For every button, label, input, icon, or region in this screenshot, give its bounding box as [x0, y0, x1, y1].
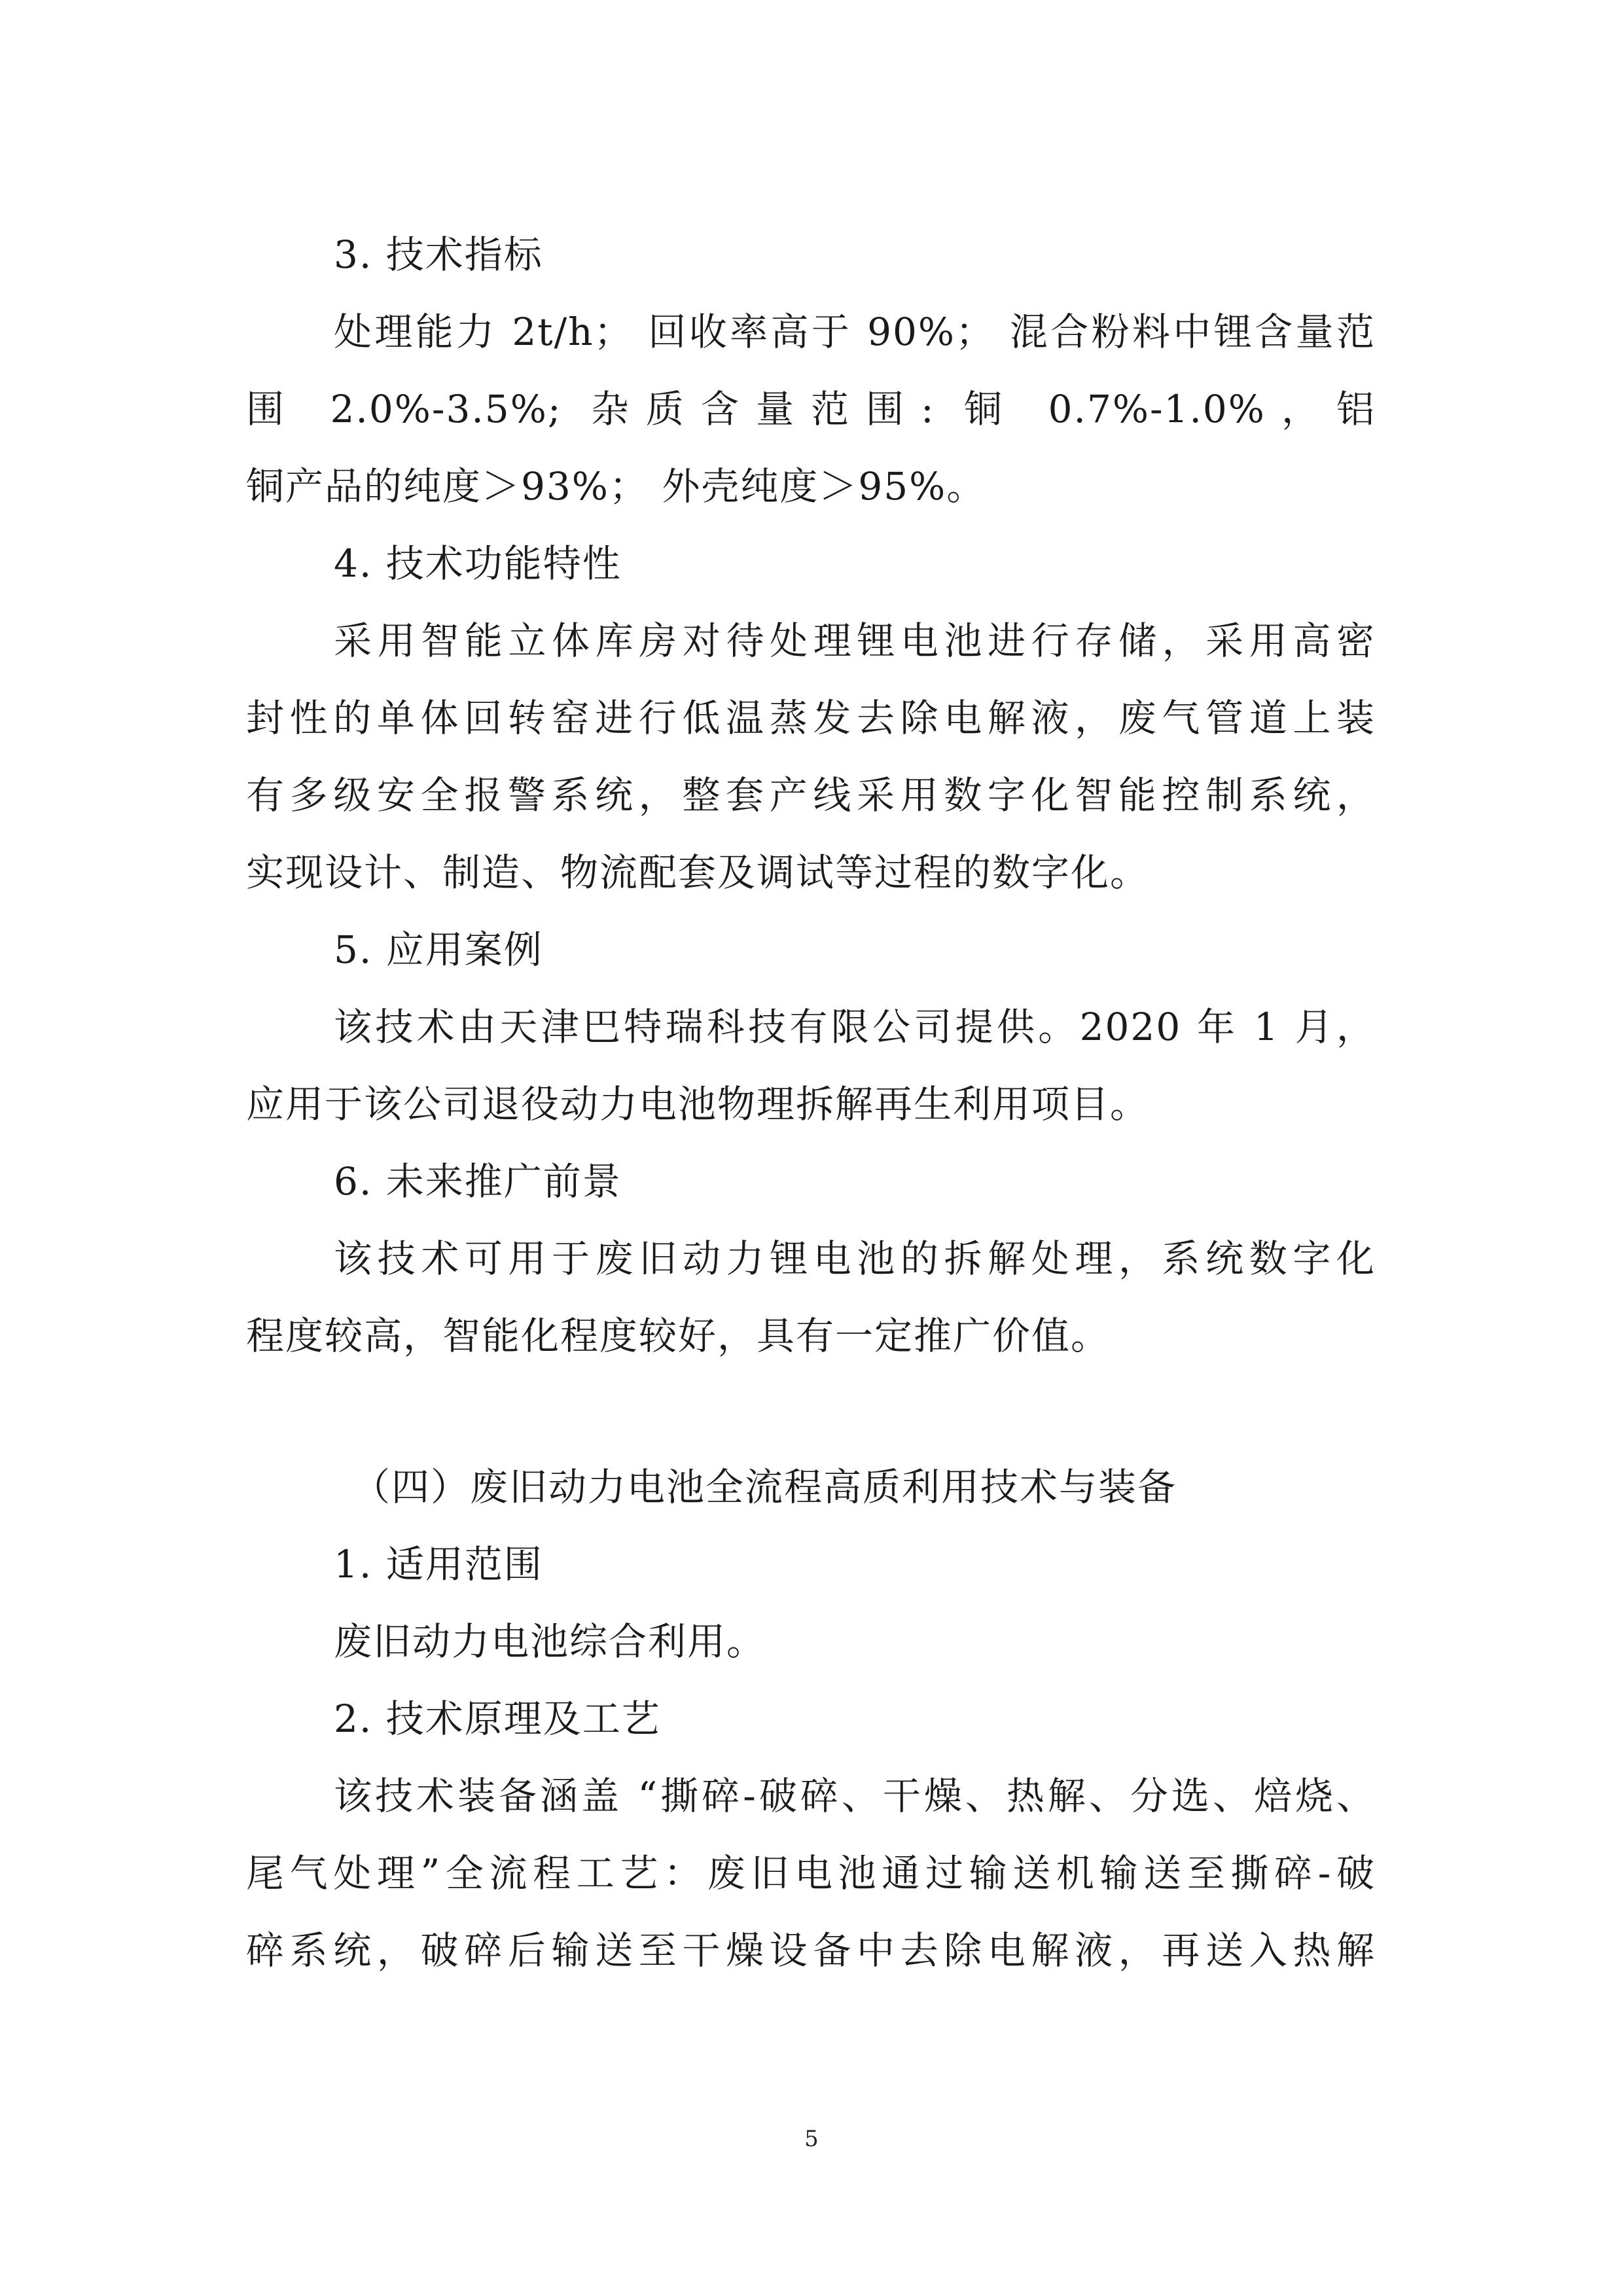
- section-title: （四）废旧动力电池全流程高质利用技术与装备: [352, 1465, 1177, 1509]
- section-gap: [246, 1374, 1376, 1448]
- paragraph-line: 处理能力 2t/h； 回收率高于 90%； 混合粉料中锂含量范: [334, 310, 1376, 354]
- paragraph-line: 废旧动力电池综合利用。: [334, 1619, 766, 1664]
- paragraph-line: 碎系统，破碎后输送至干燥设备中去除电解液，再送入热解: [246, 1928, 1376, 1973]
- heading-application-case: 5. 应用案例: [334, 927, 543, 972]
- heading-future-prospects: 6. 未来推广前景: [334, 1159, 622, 1204]
- paragraph-line: 采用智能立体库房对待处理锂电池进行存储，采用高密: [334, 619, 1376, 663]
- paragraph-line: 实现设计、制造、物流配套及调试等过程的数字化。: [246, 850, 1150, 895]
- paragraph-line: 该技术可用于废旧动力锂电池的拆解处理，系统数字化: [334, 1236, 1376, 1281]
- paragraph-line: 尾气处理”全流程工艺：废旧电池通过输送机输送至撕碎-破: [246, 1851, 1376, 1895]
- paragraph-line: 该技术装备涵盖 “撕碎-破碎、干燥、热解、分选、焙烧、: [334, 1774, 1376, 1818]
- page-number: 5: [804, 2126, 819, 2152]
- paragraph-line: 围 2.0%-3.5%; 杂质含量范围: 铜 0.7%-1.0%，铝: [246, 387, 1376, 431]
- paragraph-line: 该技术由天津巴特瑞科技有限公司提供。2020 年 1 月，: [334, 1005, 1376, 1049]
- heading-scope: 1. 适用范围: [334, 1542, 543, 1587]
- heading-principle-process: 2. 技术原理及工艺: [334, 1696, 661, 1741]
- paragraph-line: 封性的单体回转窑进行低温蒸发去除电解液，废气管道上装: [246, 696, 1376, 740]
- document-body: [246, 216, 1376, 1989]
- paragraph-line: 有多级安全报警系统，整套产线采用数字化智能控制系统，: [246, 773, 1376, 817]
- paragraph-line: 应用于该公司退役动力电池物理拆解再生利用项目。: [246, 1082, 1150, 1126]
- paragraph-line: 程度较高，智能化程度较好，具有一定推广价值。: [246, 1314, 1111, 1358]
- heading-tech-features: 4. 技术功能特性: [334, 541, 622, 586]
- paragraph-line: 铜产品的纯度＞93%； 外壳纯度＞95%。: [246, 464, 986, 509]
- heading-tech-indicators: 3. 技术指标: [334, 232, 543, 277]
